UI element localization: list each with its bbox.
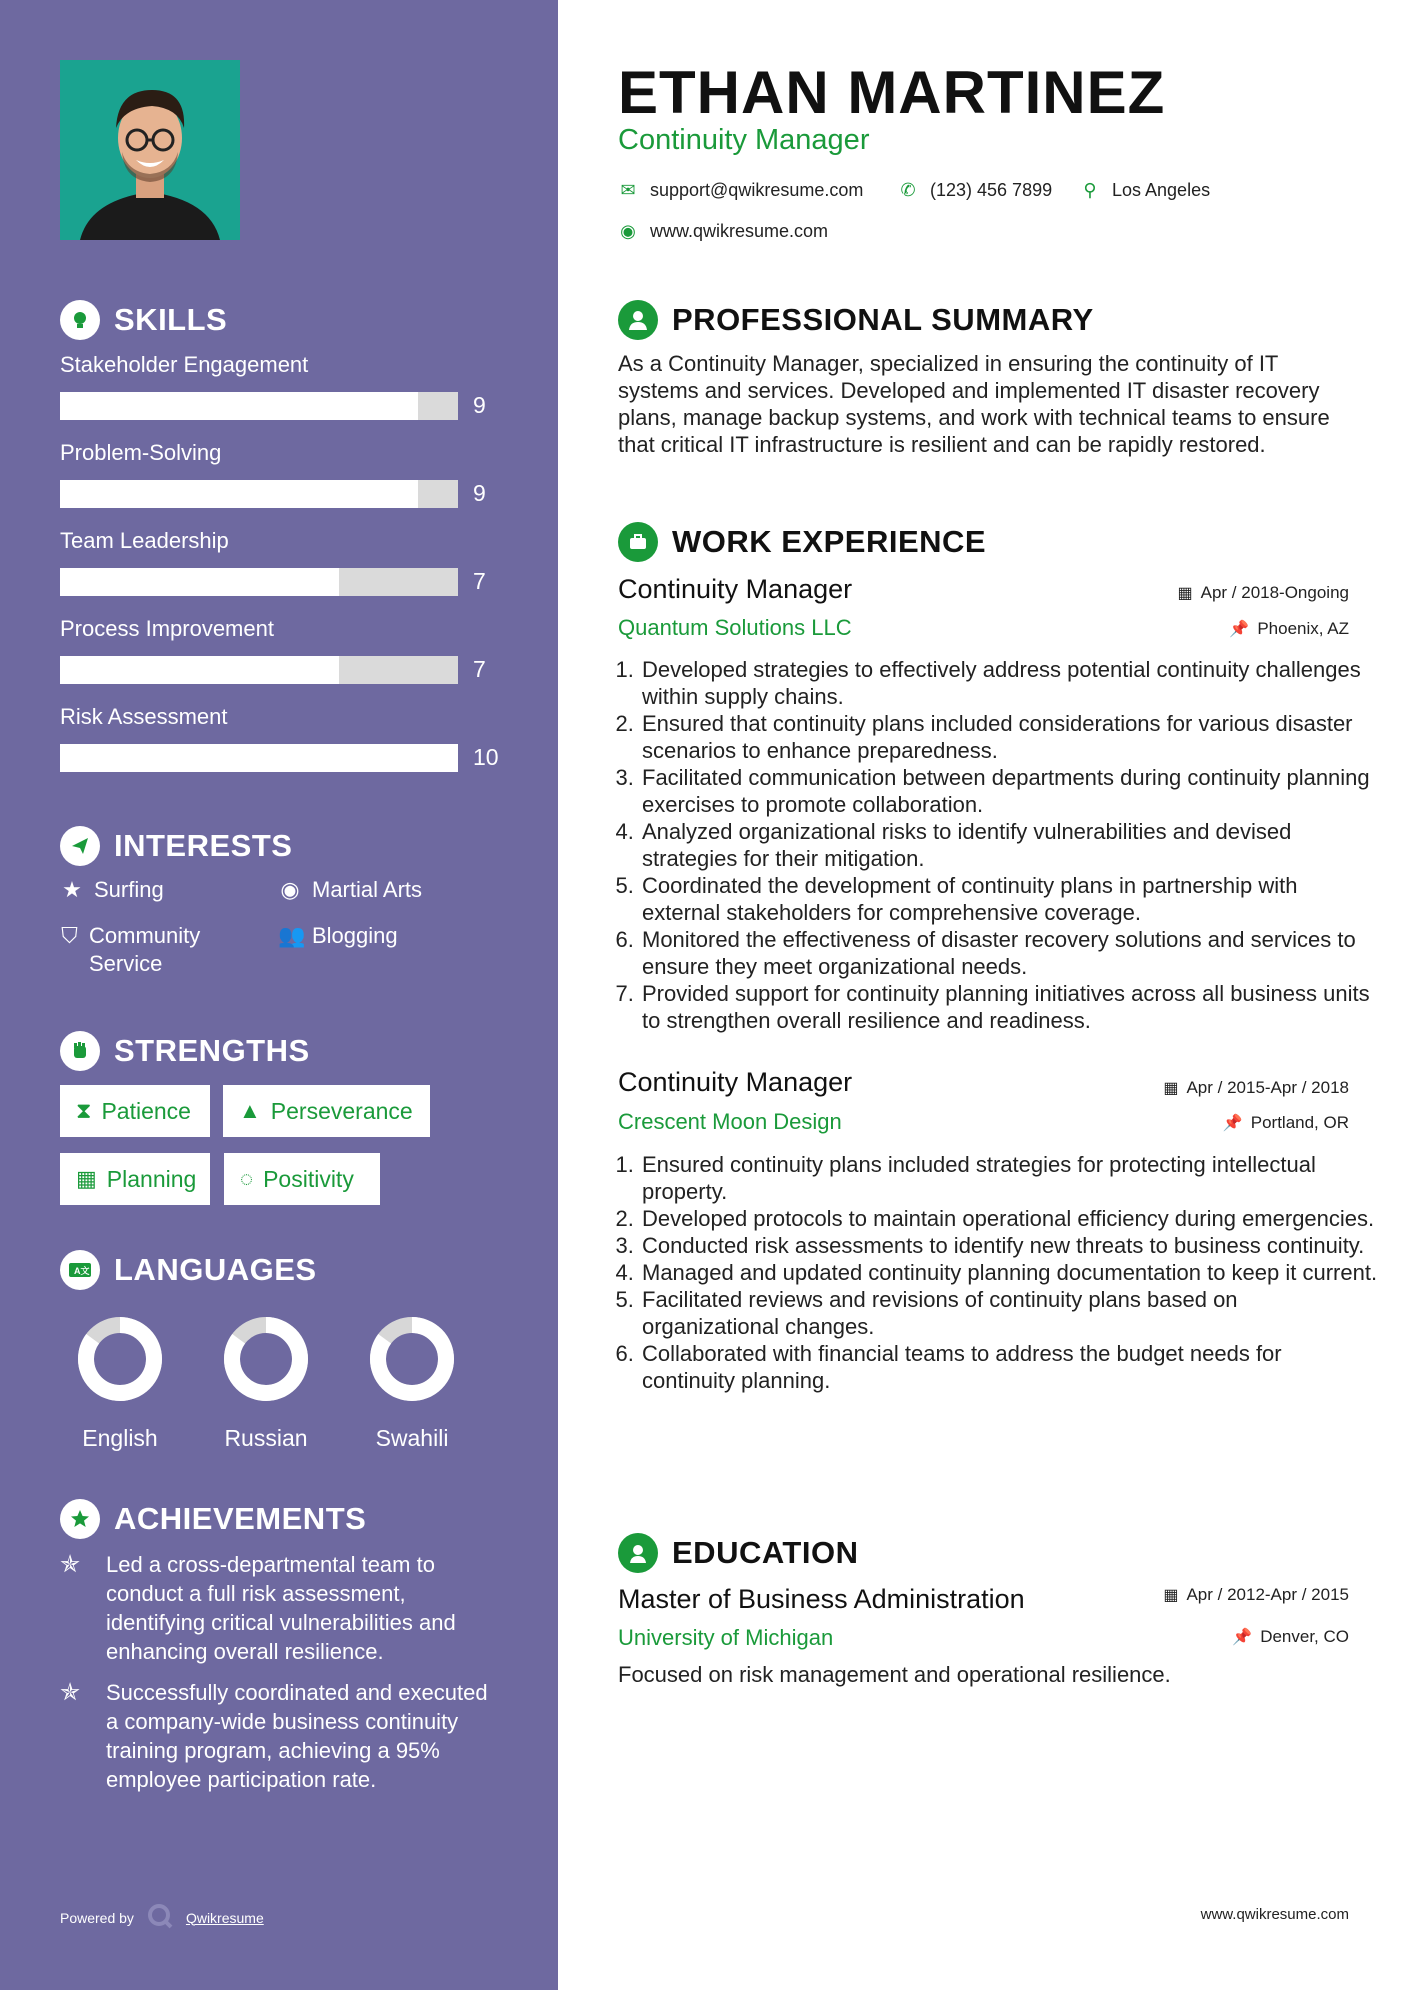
- strength-label: Positivity: [263, 1165, 354, 1192]
- interests-heading: [60, 826, 292, 866]
- interests-title: INTERESTS: [114, 828, 293, 863]
- achievement-text: Led a cross-departmental team to conduct a full risk assessment, identifying critical vulnerabilities and enhancing overall resilience.: [106, 1552, 456, 1664]
- language-label: Russian: [224, 1425, 308, 1451]
- pushpin-icon: 📌: [1222, 1115, 1243, 1132]
- job-title: Continuity Manager: [618, 1067, 853, 1097]
- language-donut: [206, 1316, 326, 1406]
- phone-icon: ✆: [900, 180, 916, 200]
- star-badge-icon: [60, 1499, 100, 1539]
- strength-chip: [60, 1153, 210, 1205]
- sidebar: [0, 0, 558, 1990]
- star-award-icon: ✯: [60, 1551, 81, 1578]
- skill-score: 9: [473, 480, 486, 506]
- skill-bar: [60, 744, 458, 772]
- circle-notch-icon: ◌: [240, 1166, 254, 1191]
- job-dates-text: Apr / 2015-Apr / 2018: [1186, 1078, 1349, 1097]
- skill-bar: [60, 392, 458, 420]
- svg-text:A文: A文: [74, 1266, 90, 1276]
- duty-item: 2. Developed protocols to maintain operational efficiency during emergencies.: [640, 1205, 1380, 1232]
- duty-item: 6. Collaborated with financial teams to address the budget needs for continuity planning.: [640, 1340, 1380, 1394]
- skills-title: SKILLS: [114, 302, 228, 337]
- skill-score: 9: [473, 392, 486, 418]
- summary-heading: [618, 300, 1094, 340]
- job-duties: [618, 1151, 1380, 1394]
- education-dates: [1163, 1585, 1349, 1605]
- languages-heading: [60, 1250, 317, 1290]
- job-company: Quantum Solutions LLC: [618, 615, 852, 640]
- duty-item: 7. Provided support for continuity planning initiatives across all business units to strengthen overall resilience and readiness.: [640, 980, 1380, 1034]
- users-icon: 👥: [278, 923, 306, 948]
- fist-icon: [60, 1031, 100, 1071]
- language-label: Swahili: [375, 1425, 449, 1451]
- education-school: University of Michigan: [618, 1625, 834, 1650]
- profile-photo: [60, 60, 240, 240]
- qwikresume-link[interactable]: Qwikresume: [185, 1909, 264, 1926]
- duty-item: 5. Coordinated the development of continuity plans in partnership with external stakeholders for comprehensive coverage.: [640, 872, 1380, 926]
- skill-bar-fill: [60, 392, 418, 420]
- skill-bar: [60, 656, 458, 684]
- lightbulb-icon: [60, 300, 100, 340]
- briefcase-icon: [618, 522, 658, 562]
- duty-item: 4. Analyzed organizational risks to identify vulnerabilities and devised strategies for their mitigation.: [640, 818, 1380, 872]
- duty-item: 1. Developed strategies to effectively address potential continuity challenges within supply chains.: [640, 656, 1380, 710]
- skill-name: Risk Assessment: [60, 704, 228, 729]
- map-marker-icon: ⚲: [1083, 180, 1097, 200]
- phone-text: (123) 456 7899: [930, 180, 1053, 200]
- person-role: Continuity Manager: [618, 124, 870, 156]
- envelope-icon: ✉: [620, 180, 636, 200]
- summary-title: PROFESSIONAL SUMMARY: [672, 302, 1094, 337]
- footer-url[interactable]: www.qwikresume.com: [1200, 1906, 1349, 1923]
- skill-name: Team Leadership: [60, 528, 229, 553]
- user-icon: [618, 300, 658, 340]
- job-dates: [1177, 583, 1349, 603]
- contact-location: [1080, 180, 1210, 201]
- job-dates: [1163, 1078, 1349, 1098]
- skill-bar: [60, 480, 458, 508]
- main-column: [558, 0, 1407, 1990]
- job-dates-text: Apr / 2018-Ongoing: [1200, 583, 1349, 602]
- education-location: [1232, 1627, 1349, 1647]
- skill-bar-fill: [60, 480, 418, 508]
- strength-chip: [224, 1153, 380, 1205]
- strengths-heading: [60, 1031, 310, 1071]
- calendar-icon: ▦: [1163, 1080, 1179, 1097]
- skill-bar-fill: [60, 656, 339, 684]
- skill-item: [60, 440, 490, 506]
- summary-text: As a Continuity Manager, specialized in ensuring the continuity of IT systems and services. Developed and implemented IT disaster recovery plans, manage backup systems, and work with technical teams to ensure that critical IT infrastructure is resilient and can be rapidly restored.: [618, 351, 1330, 457]
- education-degree: Master of Business Administration: [618, 1584, 1025, 1614]
- skill-name: Process Improvement: [60, 616, 274, 641]
- interest-item: [60, 922, 240, 978]
- experience-title: WORK EXPERIENCE: [672, 524, 987, 559]
- road-icon: ▲: [239, 1098, 261, 1123]
- interest-item: [278, 876, 422, 904]
- graduate-icon: [618, 1533, 658, 1573]
- skill-score: 10: [473, 744, 499, 770]
- pushpin-icon: 📌: [1232, 1629, 1253, 1646]
- job-title: Continuity Manager: [618, 574, 853, 604]
- interest-label: Blogging: [312, 923, 398, 948]
- qwikresume-logo-icon: [146, 1902, 174, 1933]
- shield-icon: ⛉: [61, 923, 78, 948]
- contact-email: [618, 180, 863, 201]
- duty-item: 5. Facilitated reviews and revisions of continuity plans based on organizational changes.: [640, 1286, 1380, 1340]
- language-donut: [352, 1316, 472, 1406]
- achievements-title: ACHIEVEMENTS: [114, 1501, 367, 1536]
- interest-item: [60, 876, 164, 904]
- job-location: [1229, 619, 1349, 639]
- skill-item: [60, 528, 490, 594]
- paper-plane-icon: [60, 826, 100, 866]
- skill-score: 7: [473, 656, 486, 682]
- languages-title: LANGUAGES: [114, 1252, 317, 1287]
- language-item: [352, 1316, 472, 1452]
- achievement-text: Successfully coordinated and executed a company-wide business continuity training program, achieving a 95% employee participation rate.: [106, 1680, 488, 1792]
- interest-label: Martial Arts: [312, 877, 423, 902]
- skill-name: Problem-Solving: [60, 440, 222, 465]
- strength-label: Planning: [106, 1165, 197, 1192]
- skill-item: [60, 352, 490, 418]
- education-location-text: Denver, CO: [1260, 1627, 1349, 1646]
- achievement-item: [60, 1678, 500, 1794]
- language-item: [206, 1316, 326, 1452]
- skill-bar: [60, 568, 458, 596]
- education-description: Focused on risk management and operational resilience.: [618, 1662, 1171, 1687]
- job-company: Crescent Moon Design: [618, 1109, 842, 1134]
- globe-icon: ◉: [620, 221, 636, 241]
- skill-bar-fill: [60, 744, 458, 772]
- language-icon: [60, 1250, 100, 1290]
- duty-item: 1. Ensured continuity plans included strategies for protecting intellectual property.: [640, 1151, 1380, 1205]
- interest-label: Surfing: [94, 877, 164, 902]
- skill-item: [60, 704, 499, 770]
- globe-icon: ◉: [280, 877, 300, 902]
- calendar-icon: ▦: [1163, 1587, 1179, 1604]
- powered-by: [60, 1902, 264, 1933]
- duty-item: 4. Managed and updated continuity planning documentation to keep it current.: [640, 1259, 1380, 1286]
- contact-website: [618, 221, 828, 242]
- location-text: Los Angeles: [1112, 180, 1211, 200]
- duty-item: 6. Monitored the effectiveness of disaster recovery solutions and services to ensure they meet organizational needs.: [640, 926, 1380, 980]
- duty-item: 2. Ensured that continuity plans included considerations for various disaster scenarios to enhance preparedness.: [640, 710, 1380, 764]
- skill-name: Stakeholder Engagement: [60, 352, 309, 377]
- language-label: English: [82, 1425, 158, 1451]
- job-location: [1223, 1113, 1349, 1133]
- star-icon: ★: [62, 877, 82, 902]
- job-duties: [618, 656, 1380, 1034]
- experience-heading: [618, 522, 986, 562]
- skill-score: 7: [473, 568, 486, 594]
- education-heading: [618, 1533, 858, 1573]
- star-award-icon: ✯: [60, 1679, 81, 1706]
- skills-heading: [60, 300, 227, 340]
- contact-phone: [898, 180, 1052, 201]
- education-title: EDUCATION: [672, 1535, 859, 1570]
- strengths-title: STRENGTHS: [114, 1033, 310, 1068]
- duty-item: 3. Facilitated communication between departments during continuity planning exercises to promote collaboration.: [640, 764, 1380, 818]
- language-item: [60, 1316, 180, 1452]
- powered-by-label: Powered by: [60, 1909, 134, 1926]
- achievement-item: [60, 1550, 500, 1666]
- language-donut: [60, 1316, 180, 1406]
- strength-chip: [223, 1085, 430, 1137]
- strength-label: Patience: [101, 1097, 191, 1124]
- job-location-text: Phoenix, AZ: [1257, 619, 1349, 638]
- duty-item: 3. Conducted risk assessments to identify new threats to business continuity.: [640, 1232, 1380, 1259]
- calendar-icon: ▦: [76, 1166, 97, 1191]
- interest-item: [278, 922, 398, 950]
- interest-label: Community Service: [89, 923, 201, 976]
- skill-item: [60, 616, 490, 682]
- skill-bar-fill: [60, 568, 339, 596]
- website-text[interactable]: www.qwikresume.com: [650, 221, 829, 241]
- achievements-heading: [60, 1499, 366, 1539]
- calendar-icon: ▦: [1177, 585, 1193, 602]
- person-name: ETHAN MARTINEZ: [618, 59, 1166, 126]
- education-dates-text: Apr / 2012-Apr / 2015: [1186, 1585, 1349, 1604]
- job-location-text: Portland, OR: [1250, 1113, 1349, 1132]
- pushpin-icon: 📌: [1229, 621, 1250, 638]
- email-text[interactable]: support@qwikresume.com: [650, 180, 864, 200]
- strength-label: Perseverance: [270, 1097, 413, 1124]
- hourglass-icon: ⧗: [76, 1098, 92, 1123]
- strength-chip: [60, 1085, 210, 1137]
